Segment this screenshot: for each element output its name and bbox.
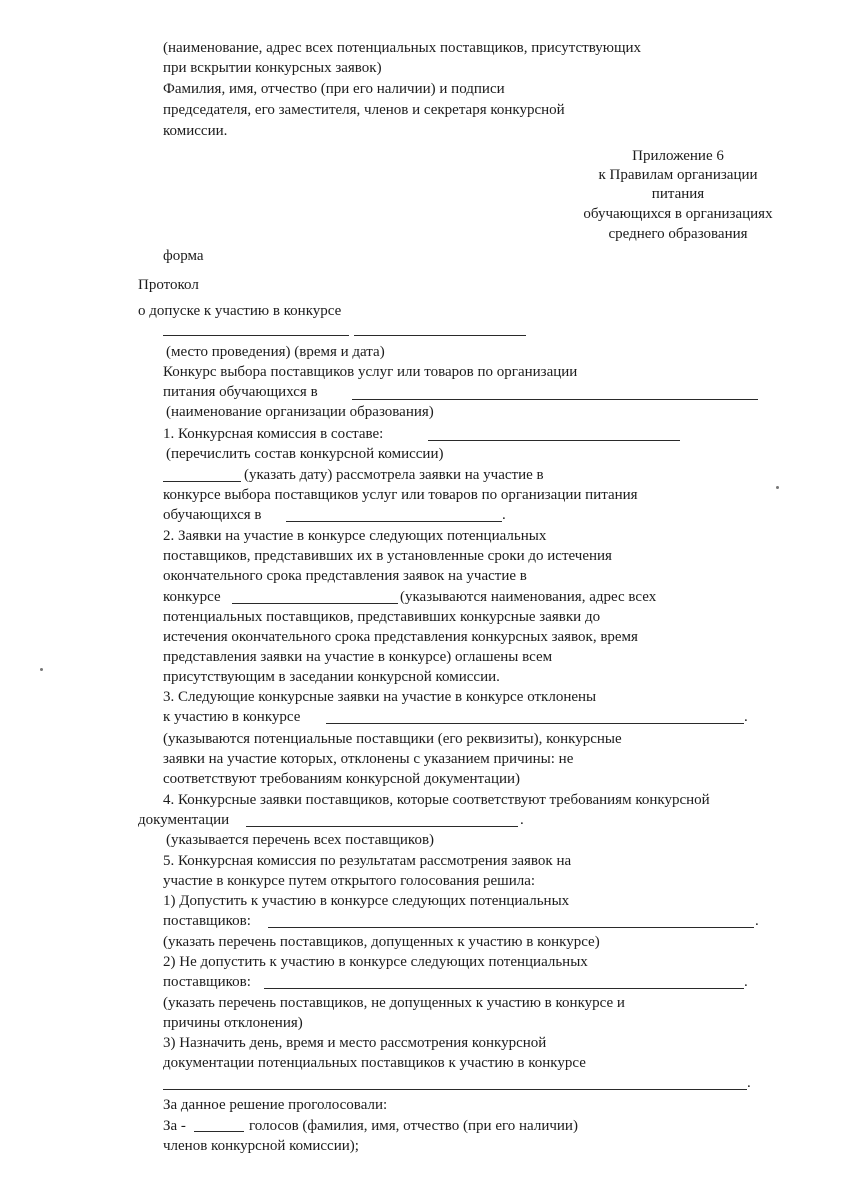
form-label: форма (163, 248, 204, 264)
text-line: документации (138, 812, 230, 828)
appendix-line: питания (651, 186, 705, 202)
vote-for-label: За - (163, 1118, 186, 1134)
text-line: истечения окончательного срока представления конкурсных заявок, время (163, 629, 638, 645)
blank-line (232, 603, 398, 604)
text-line: 1) Допустить к участию в конкурсе следующих потенциальных (163, 893, 570, 909)
text-line: Фамилия, имя, отчество (при его наличии) и подписи (163, 81, 505, 97)
text-line: (указать дату) рассмотрела заявки на участие в (244, 467, 544, 483)
text-line: конкурсе выбора поставщиков услуг или товаров по организации питания (163, 487, 638, 503)
scan-speck (776, 486, 779, 489)
caption-line: причины отклонения) (163, 1015, 303, 1031)
place-blank (163, 335, 349, 336)
appendix-line: обучающихся в организациях (583, 206, 773, 222)
text-line: 3) Назначить день, время и место рассмотрения конкурсной (163, 1035, 547, 1051)
place-date-caption: (место проведения) (время и дата) (166, 344, 385, 360)
appendix-line: среднего образования (608, 226, 748, 242)
scan-speck (40, 668, 43, 671)
text-line: конкурсе (163, 589, 221, 605)
item-4: 4. Конкурсные заявки поставщиков, которые соответствуют требованиям конкурсной (163, 792, 710, 808)
vote-count-blank (194, 1131, 244, 1132)
blank-line (326, 723, 744, 724)
punct: . (520, 812, 524, 828)
item-5: 5. Конкурсная комиссия по результатам рассмотрения заявок на (163, 853, 572, 869)
caption-line: (наименование организации образования) (166, 404, 434, 420)
caption-line: (перечислить состав конкурсной комиссии) (166, 446, 444, 462)
item-2: 2. Заявки на участие в конкурсе следующих потенциальных (163, 528, 547, 544)
text-line: (указываются наименования, адрес всех (400, 589, 657, 605)
text-line: комиссии. (163, 123, 228, 139)
item-1: 1. Конкурсная комиссия в составе: (163, 426, 384, 442)
text-line: документации потенциальных поставщиков к участию в конкурсе (163, 1055, 586, 1071)
blank-line (264, 988, 744, 989)
text-line: Конкурс выбора поставщиков услуг или товаров по организации (163, 364, 578, 380)
protocol-title: Протокол (138, 277, 199, 293)
caption-line: (указать перечень поставщиков, не допущенных к участию в конкурсе и (163, 995, 625, 1011)
text-line: поставщиков: (163, 974, 251, 990)
organization-blank (352, 399, 758, 400)
text-line: заявки на участие которых, отклонены с указанием причины: не (163, 751, 574, 767)
text-line: 2) Не допустить к участию в конкурсе следующих потенциальных (163, 954, 588, 970)
punct: . (744, 974, 748, 990)
text-line: при вскрытии конкурсных заявок) (163, 60, 382, 76)
text-line: (наименование, адрес всех потенциальных поставщиков, присутствующих (163, 40, 642, 56)
caption-line: (указывается перечень всех поставщиков) (166, 832, 435, 848)
punct: . (755, 913, 759, 929)
text-line: (указываются потенциальные поставщики (его реквизиты), конкурсные (163, 731, 622, 747)
blank-line (286, 521, 502, 522)
vote-heading: За данное решение проголосовали: (163, 1097, 388, 1113)
item-3: 3. Следующие конкурсные заявки на участие в конкурсе отклонены (163, 689, 597, 705)
text-line: окончательного срока представления заявок на участие в (163, 568, 527, 584)
text-line: обучающихся в (163, 507, 262, 523)
punct: . (744, 709, 748, 725)
text-line: к участию в конкурсе (163, 709, 301, 725)
appendix-line: к Правилам организации (598, 167, 758, 183)
text-line: соответствуют требованиям конкурсной документации) (163, 771, 521, 787)
date-blank-2 (163, 481, 241, 482)
protocol-subtitle: о допуске к участию в конкурсе (138, 303, 342, 319)
date-blank (354, 335, 526, 336)
appendix-number: Приложение 6 (632, 148, 724, 164)
commission-blank (428, 440, 680, 441)
blank-line (246, 826, 518, 827)
text-line: представления заявки на участие в конкурсе) оглашены всем (163, 649, 553, 665)
blank-line (268, 927, 754, 928)
text-line: присутствующим в заседании конкурсной комиссии. (163, 669, 500, 685)
blank-line (163, 1089, 747, 1090)
caption-line: (указать перечень поставщиков, допущенных к участию в конкурсе) (163, 934, 600, 950)
text-line: участие в конкурсе путем открытого голосования решила: (163, 873, 536, 889)
text-line: потенциальных поставщиков, представивших конкурсные заявки до (163, 609, 601, 625)
text-line: председателя, его заместителя, членов и секретаря конкурсной (163, 102, 565, 118)
text-line: членов конкурсной комиссии); (163, 1138, 359, 1154)
text-line: голосов (фамилия, имя, отчество (при его наличии) (249, 1118, 578, 1134)
text-line: поставщиков, представивших их в установленные сроки до истечения (163, 548, 612, 564)
punct: . (747, 1075, 751, 1091)
text-line: питания обучающихся в (163, 384, 318, 400)
text-line: поставщиков: (163, 913, 251, 929)
punct: . (502, 507, 506, 523)
